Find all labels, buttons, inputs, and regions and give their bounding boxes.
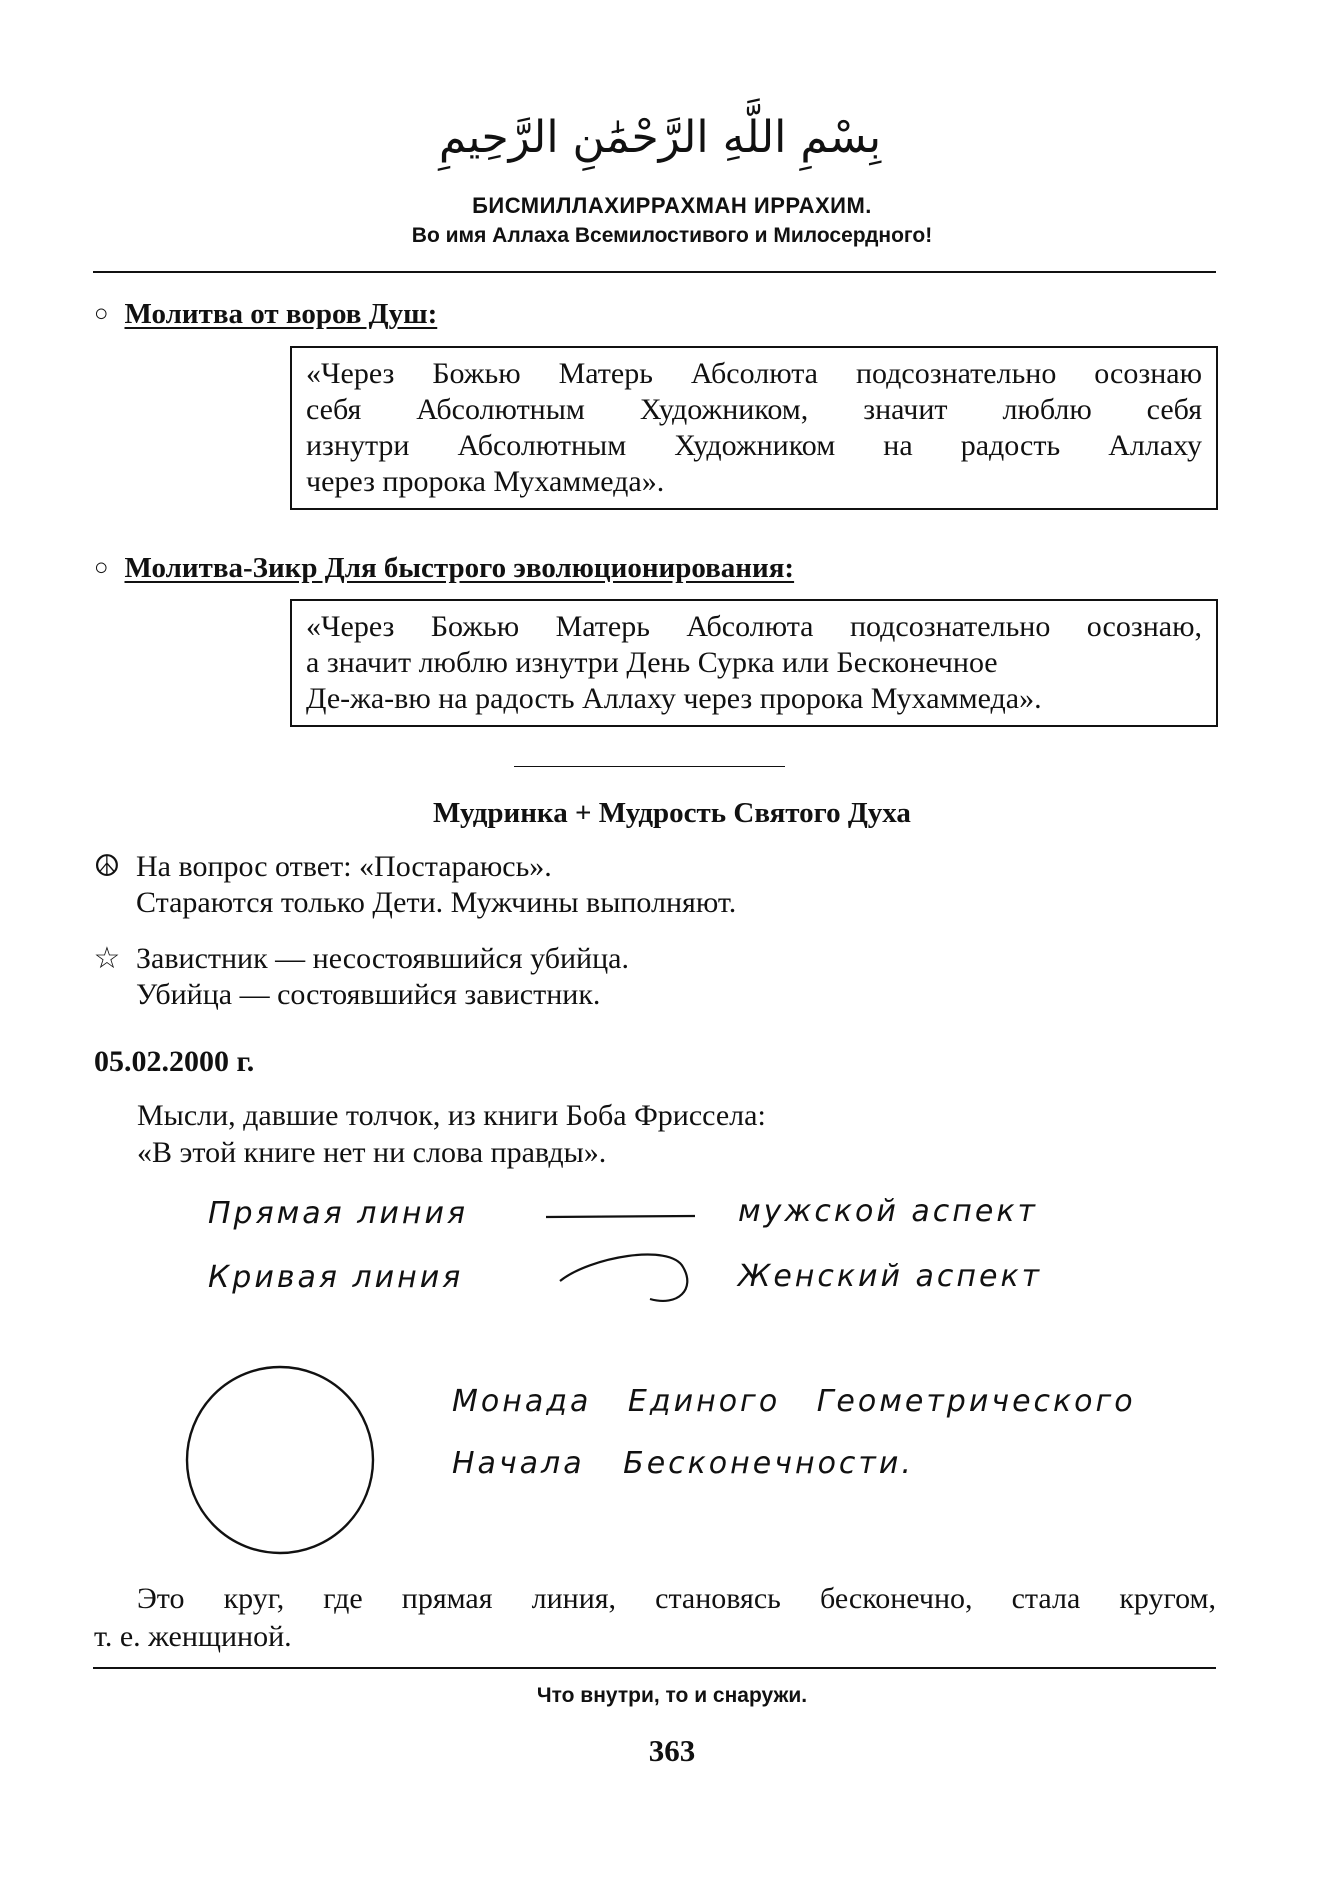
circle-drawing xyxy=(180,1360,380,1560)
prayer-title-2 xyxy=(94,552,794,585)
calligraphy-text: بِسْمِ اللَّهِ الرَّحْمَٰنِ الرَّحِيمِ xyxy=(438,112,882,163)
prayer-title-label: Молитва от воров Душ: xyxy=(124,298,438,330)
peace-symbol-icon: ☮ xyxy=(93,850,121,883)
prayer-box-2 xyxy=(290,599,1218,727)
saying-line: На вопрос ответ: «Постараюсь». xyxy=(136,850,552,883)
saying-line: Завистник — несостоявшийся убийца. xyxy=(136,942,629,975)
page-number: 363 xyxy=(648,1733,696,1768)
closing-text xyxy=(94,1580,1216,1656)
prayer-line: «Через Божью Матерь Абсолюта подсознательно осознаю, xyxy=(306,610,1202,643)
entry-date: 05.02.2000 г. xyxy=(94,1045,255,1078)
circle-bullet-icon: ○ xyxy=(94,555,109,581)
handwritten-female-aspect: Женский аспект xyxy=(738,1259,1043,1294)
circle-bullet-icon: ○ xyxy=(94,301,109,327)
prayer-line: через пророка Мухаммеда». xyxy=(306,465,665,498)
saying-1 xyxy=(92,849,736,921)
entry-paragraph xyxy=(137,1097,766,1171)
handwritten-monad-line1: Монада Единого Геометрического xyxy=(452,1384,1136,1419)
footer-divider xyxy=(93,1667,1216,1669)
header-title: БИСМИЛЛАХИРРАХМАН ИРРАХИМ. xyxy=(472,193,872,218)
header-subtitle: Во имя Аллаха Всемилостивого и Милосердного! xyxy=(411,224,933,247)
prayer-line: а значит люблю изнутри День Сурка или Бесконечное xyxy=(306,646,998,679)
section-divider xyxy=(514,766,785,767)
star-icon: ☆ xyxy=(93,942,121,975)
saying-line: Убийца — состоявшийся завистник. xyxy=(136,978,601,1011)
saying-2 xyxy=(92,941,629,1013)
straight-line-drawing xyxy=(540,1205,700,1225)
prayer-title-label: Молитва-Зикр Для быстрого эволюционирования: xyxy=(124,552,795,584)
prayer-line: изнутри Абсолютным Художником на радость Аллаху xyxy=(306,429,1202,462)
paragraph-line: Мысли, давшие толчок, из книги Боба Фриссела: xyxy=(137,1099,766,1132)
closing-line: Это круг, где прямая линия, становясь бесконечно, стала кругом, xyxy=(137,1582,1216,1615)
handwritten-male-aspect: мужской аспект xyxy=(738,1194,1038,1229)
footer-motto: Что внутри, то и снаружи. xyxy=(536,1684,808,1707)
prayer-title-1 xyxy=(94,298,437,331)
prayer-line: Де-жа-вю на радость Аллаху через пророка Мухаммеда». xyxy=(306,682,1042,715)
header-divider xyxy=(93,271,1216,273)
section-title: Мудринка + Мудрость Святого Духа xyxy=(433,797,911,829)
handwritten-straight-line-label: Прямая линия xyxy=(208,1196,469,1231)
curved-line-drawing xyxy=(550,1245,700,1315)
prayer-line: «Через Божью Матерь Абсолюта подсознательно осознаю xyxy=(306,357,1202,390)
handwritten-monad-line2: Начала Бесконечности. xyxy=(452,1446,914,1481)
closing-line: т. е. женщиной. xyxy=(94,1620,292,1653)
handwritten-curved-line-label: Кривая линия xyxy=(208,1260,464,1295)
saying-line: Стараются только Дети. Мужчины выполняют. xyxy=(136,886,737,919)
bismillah-calligraphy xyxy=(438,80,882,190)
paragraph-line: «В этой книге нет ни слова правды». xyxy=(137,1136,607,1169)
prayer-box-1 xyxy=(290,346,1218,510)
prayer-line: себя Абсолютным Художником, значит люблю себя xyxy=(306,393,1202,426)
